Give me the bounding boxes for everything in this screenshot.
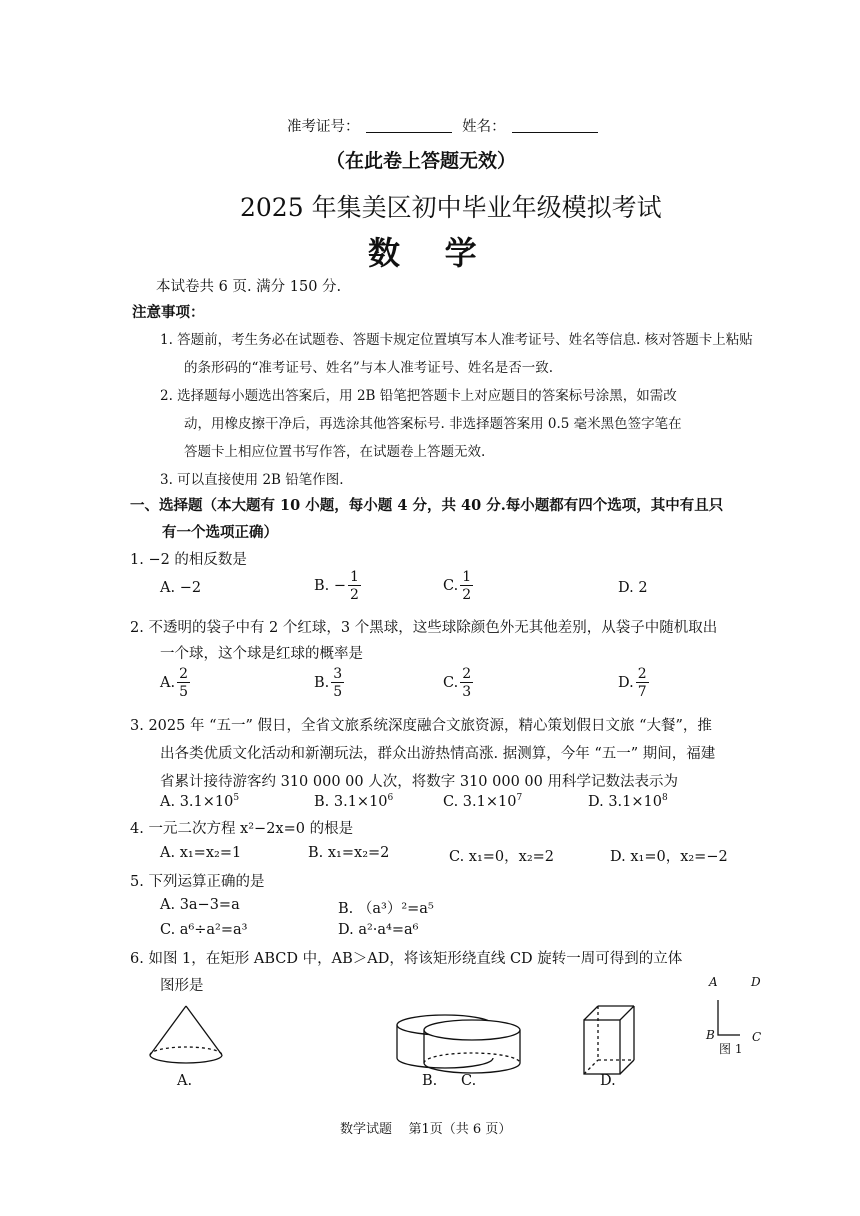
exam-id-blank xyxy=(366,120,452,133)
q2-c-fraction xyxy=(460,667,473,699)
q4-option-b: B. x₁=x₂=2 xyxy=(308,845,390,861)
q3-c-exp: 7 xyxy=(516,793,523,803)
invalid-note: （在此卷上答题无效） xyxy=(326,150,517,172)
q1-stem: 1. −2 的相反数是 xyxy=(130,552,247,568)
q2-stem: 2. 不透明的袋子中有 2 个红球，3 个黑球，这些球除颜色外无其他差别，从袋子中随机取出 xyxy=(130,620,718,636)
exam-id-label: 准考证号： xyxy=(287,119,360,135)
q2-a-num: 2 xyxy=(179,666,189,682)
q3-d-exp: 8 xyxy=(662,793,668,803)
q3-a-base: A. 3.1×10 xyxy=(160,793,234,810)
q6-figures xyxy=(140,1000,743,1100)
notice-item-2: 2. 选择题每小题选出答案后，用 2B 铅笔把答题卡上对应题目的答案标号涂黑，如需改 xyxy=(160,388,677,404)
q4-option-d: D. x₁=0，x₂=−2 xyxy=(610,849,728,865)
q1-c-den: 2 xyxy=(462,587,472,603)
q6-label-d: D. xyxy=(600,1073,616,1089)
q3-option-b xyxy=(314,793,393,810)
q6-stem: 6. 如图 1，在矩形 ABCD 中，AB＞AD，将该矩形绕直线 CD 旋转一周可得到的立体 xyxy=(130,951,683,967)
fig1-label-a: A xyxy=(709,975,718,989)
cone-figure xyxy=(150,1006,222,1063)
q4-option-c: C. x₁=0，x₂=2 xyxy=(449,849,555,865)
fig1-label-b: B xyxy=(706,1028,715,1042)
rectangle-abcd xyxy=(718,1000,740,1035)
fig1-label-d: D xyxy=(751,975,761,989)
q1-b-fraction xyxy=(348,570,361,602)
q3-option-d xyxy=(588,793,668,810)
q1-b-num: 1 xyxy=(350,569,359,585)
q1-option-c xyxy=(443,570,475,602)
fig1-caption: 图 1 xyxy=(719,1042,743,1056)
q2-d-den: 7 xyxy=(637,684,647,700)
q2-b-fraction xyxy=(331,667,344,699)
exam-id-row xyxy=(287,115,604,136)
paper-summary: 本试卷共 6 页. 满分 150 分. xyxy=(156,279,342,295)
q2-stem-cont: 一个球，这个球是红球的概率是 xyxy=(160,646,363,662)
q1-b-prefix: B. − xyxy=(314,578,347,594)
q4-stem: 4. 一元二次方程 x²−2x=0 的根是 xyxy=(130,821,354,837)
section-title: 一、选择题（本大题有 10 小题，每小题 4 分，共 40 分.每小题都有四个选项，其中有且只 xyxy=(130,497,724,514)
q5-option-d: D. a²·a⁴=a⁶ xyxy=(338,922,419,938)
q2-d-num: 2 xyxy=(637,666,647,682)
q4-option-a: A. x₁=x₂=1 xyxy=(160,845,242,861)
q1-option-d: D. 2 xyxy=(618,580,648,596)
notice-item-2-cont2: 答题卡上相应位置书写作答，在试题卷上答题无效. xyxy=(184,444,486,460)
q2-c-prefix: C. xyxy=(443,675,459,691)
q3-d-base: D. 3.1×10 xyxy=(588,793,662,810)
q2-option-c xyxy=(443,667,475,699)
q3-b-base: B. 3.1×10 xyxy=(314,793,388,810)
q3-option-c xyxy=(443,793,522,810)
subject-title: 数 学 xyxy=(368,234,477,272)
q2-a-den: 5 xyxy=(179,684,189,700)
q2-b-den: 5 xyxy=(333,684,343,700)
q1-option-a: A. −2 xyxy=(160,580,202,596)
q5-option-b: B. （a³）²=a⁵ xyxy=(338,901,434,917)
notice-title: 注意事项： xyxy=(132,304,205,321)
q3-b-exp: 6 xyxy=(387,793,394,803)
cylinders-figure xyxy=(397,1015,520,1073)
q2-option-a xyxy=(160,667,192,699)
q2-option-d xyxy=(618,667,651,699)
q2-c-num: 2 xyxy=(462,666,472,682)
q6-label-b: B. xyxy=(422,1073,438,1089)
q2-a-prefix: A. xyxy=(160,675,176,691)
q5-stem: 5. 下列运算正确的是 xyxy=(130,874,265,890)
q1-c-fraction xyxy=(460,570,473,602)
notice-item-1: 1. 答题前，考生务必在试题卷、答题卡规定位置填写本人准考证号、姓名等信息. 核对答题卡上粘贴 xyxy=(160,332,753,348)
q5-option-a: A. 3a−3=a xyxy=(160,897,240,913)
notice-item-3: 3. 可以直接使用 2B 铅笔作图. xyxy=(160,472,344,488)
exam-title: 2025 年集美区初中毕业年级模拟考试 xyxy=(240,193,662,222)
q3-stem-cont2: 省累计接待游客约 310 000 00 人次，将数字 310 000 00 用科学记数法表示为 xyxy=(160,774,678,790)
q6-label-c: C. xyxy=(461,1073,477,1089)
name-label: 姓名： xyxy=(462,119,506,135)
notice-item-2-cont: 动，用橡皮擦干净后，再选涂其他答案标号. 非选择题答案用 0.5 毫米黑色签字笔在 xyxy=(184,416,682,432)
q5-option-c: C. a⁶÷a²=a³ xyxy=(160,922,248,938)
q2-b-num: 3 xyxy=(333,666,343,682)
notice-item-1-cont: 的条形码的“准考证号、姓名”与本人准考证号、姓名是否一致. xyxy=(184,360,554,376)
q2-c-den: 3 xyxy=(462,684,472,700)
q3-c-base: C. 3.1×10 xyxy=(443,793,517,810)
section-title-cont: 有一个选项正确） xyxy=(162,524,278,541)
q3-a-exp: 5 xyxy=(233,793,240,803)
cuboid-figure xyxy=(584,1006,634,1074)
q1-c-prefix: C. xyxy=(443,578,459,594)
q3-option-a xyxy=(160,793,239,810)
q2-b-prefix: B. xyxy=(314,675,330,691)
q1-option-b xyxy=(314,570,363,602)
q2-d-prefix: D. xyxy=(618,675,634,691)
page-footer: 数学试题 第1页（共 6 页） xyxy=(340,1122,512,1137)
q1-c-num: 1 xyxy=(462,569,472,585)
q2-a-fraction xyxy=(177,667,190,699)
q2-option-b xyxy=(314,667,346,699)
q2-d-fraction xyxy=(636,667,649,699)
q3-stem-cont: 出各类优质文化活动和新潮玩法，群众出游热情高涨. 据测算，今年 “五一” 期间，福建 xyxy=(160,746,716,762)
fig1-label-c: C xyxy=(752,1030,762,1044)
q6-label-a: A. xyxy=(177,1073,193,1089)
name-blank xyxy=(512,120,598,133)
q3-stem: 3. 2025 年 “五一” 假日，全省文旅系统深度融合文旅资源，精心策划假日文旅 “大餐”，推 xyxy=(130,718,712,734)
q1-b-den: 2 xyxy=(350,587,359,603)
q6-stem-cont: 图形是 xyxy=(160,978,204,994)
